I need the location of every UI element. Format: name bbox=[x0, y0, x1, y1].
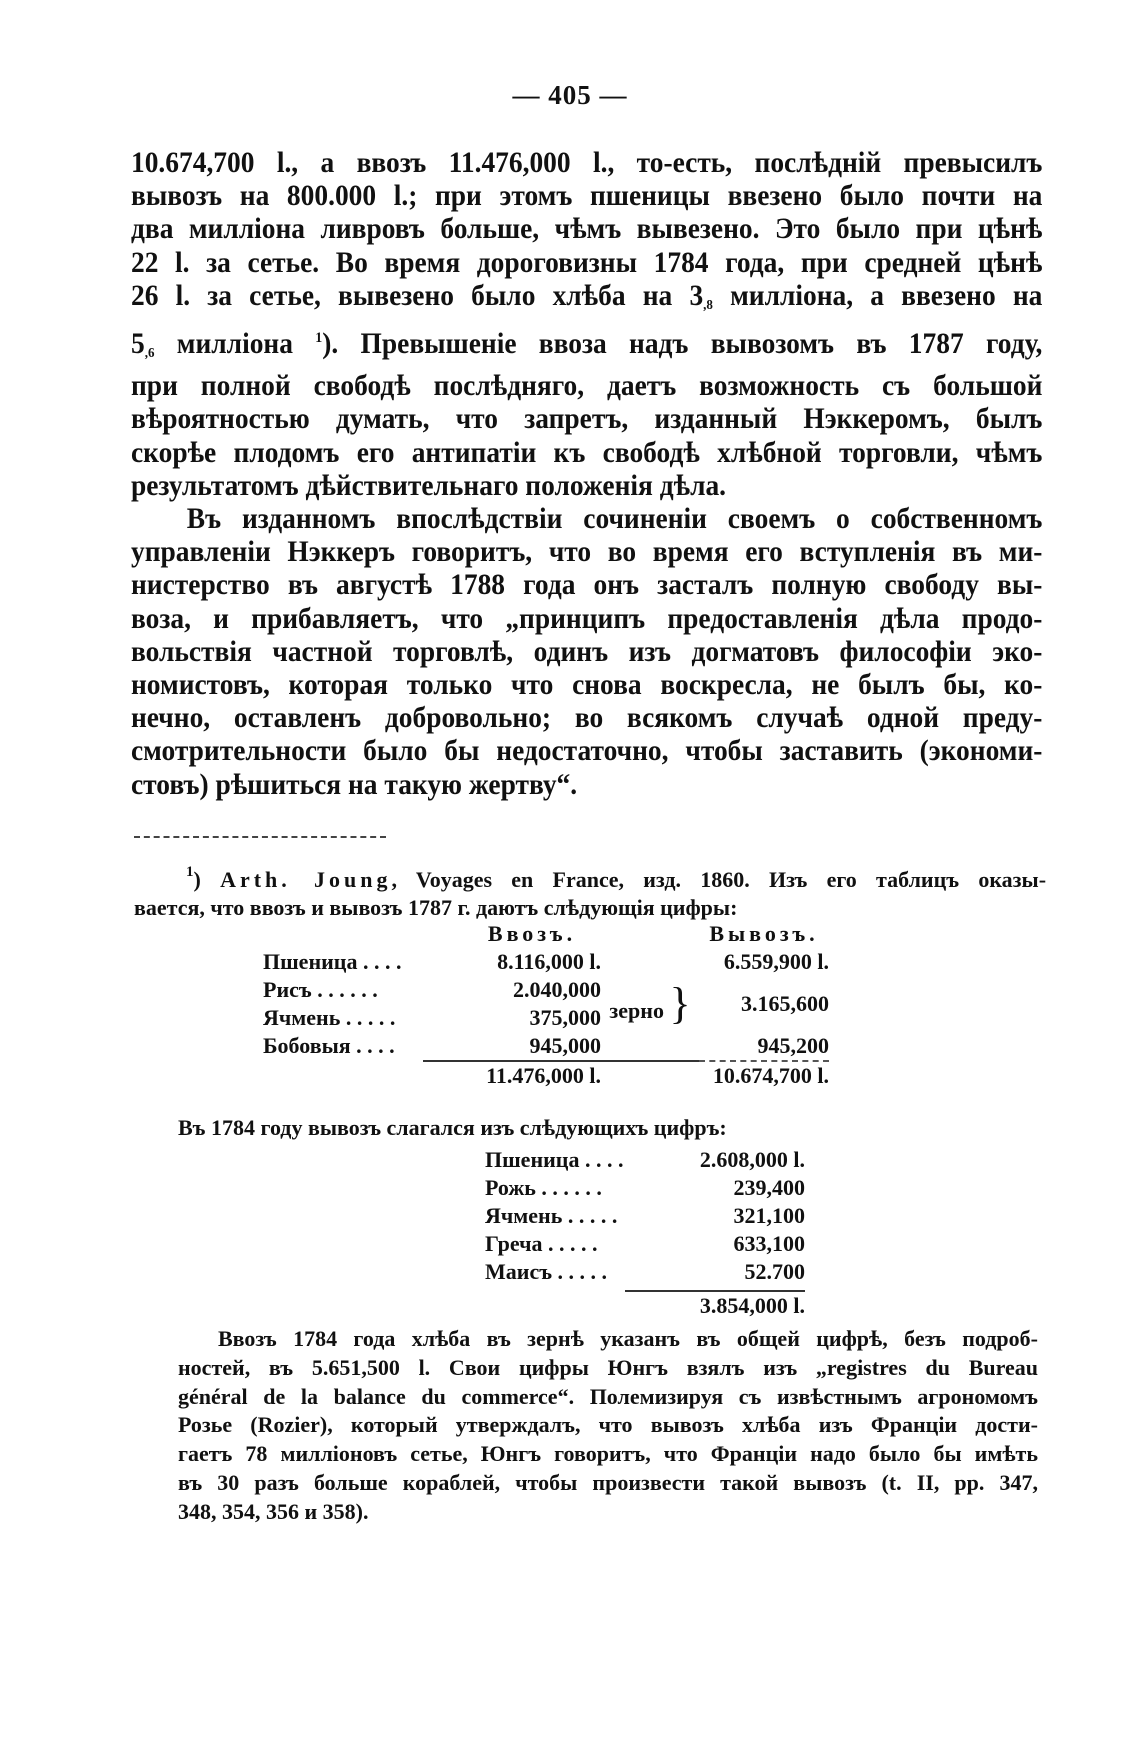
text-fragment: 26 l. за сетье, вывезено было хлѣба на 3 bbox=[131, 279, 704, 312]
totals-row bbox=[485, 1292, 805, 1320]
text-line: вывозъ на 800.000 l.; при этомъ пшеницы ввезено было почти на bbox=[131, 180, 1043, 213]
text-line: 22 l. за сетье. Во время дороговизны 1784 года, при средней цѣнѣ bbox=[131, 246, 1043, 279]
row-value: 321,100 bbox=[733, 1203, 805, 1228]
row-label: Пшеница . . . . bbox=[263, 949, 402, 974]
text-line: général de la balance du commerce“. Полемизируя съ извѣстнымъ агрономомъ bbox=[178, 1383, 1038, 1409]
text-fragment: 5 bbox=[131, 328, 145, 361]
footnote-marker: 1 bbox=[186, 864, 194, 880]
grain-group bbox=[601, 976, 699, 1032]
text-line: при полной свободѣ послѣдняго, даетъ возможность съ большой bbox=[131, 370, 1043, 403]
brace-icon: } bbox=[669, 978, 691, 1028]
totals-row bbox=[263, 1062, 829, 1090]
export-value: 945,200 bbox=[757, 1033, 829, 1058]
footnote-separator bbox=[134, 836, 386, 838]
text-line bbox=[131, 322, 1042, 370]
footnote bbox=[134, 858, 1046, 922]
import-total: 11.476,000 l. bbox=[486, 1063, 601, 1088]
table-row bbox=[485, 1146, 805, 1174]
table-1784 bbox=[485, 1146, 805, 1320]
text-line: въ 30 разъ больше кораблей, чтобы произвести такой вывозъ (t. II, pp. 347, bbox=[178, 1469, 1038, 1495]
text-line: нистерство въ августѣ 1788 года онъ засталъ полную свободу вы- bbox=[131, 569, 1043, 602]
text-line: гаетъ 78 милліоновъ сетье, Юнгъ говоритъ, что Франціи надо было бы имѣть bbox=[178, 1441, 1038, 1467]
text-fragment: милліона bbox=[154, 328, 316, 361]
import-value: 2.040,000 bbox=[513, 977, 601, 1002]
text-line: вольствія частной торговлѣ, одинъ изъ догматовъ философіи эко- bbox=[131, 635, 1043, 668]
text-line: Розье (Rozier), который утверждалъ, что вывозъ хлѣба изъ Франціи дости- bbox=[178, 1412, 1038, 1438]
export-total: 10.674,700 l. bbox=[712, 1063, 829, 1088]
row-label: Ячмень . . . . . bbox=[263, 1005, 396, 1030]
footnote-ref[interactable]: 1 bbox=[315, 330, 323, 347]
table-row bbox=[263, 1032, 829, 1060]
text-fragment: ). Превышеніе ввоза надъ вывозомъ въ 1787 году, bbox=[322, 328, 1043, 361]
text-line: смотрительности было бы недостаточно, чтобы заставить (экономи- bbox=[131, 735, 1043, 768]
table-row bbox=[263, 948, 829, 976]
row-label: Бобовыя . . . . bbox=[263, 1033, 395, 1058]
text-line: 10.674,700 l., а ввозъ 11.476,000 l., то-есть, послѣднiй превысилъ bbox=[131, 147, 1043, 179]
text-line: управленіи Нэккеръ говоритъ, что во время его вступленія въ ми- bbox=[131, 536, 1043, 569]
row-value: 633,100 bbox=[733, 1231, 805, 1256]
table-row bbox=[485, 1258, 805, 1286]
fraction: ,6 bbox=[144, 346, 155, 362]
grain-export-value: 3.165,600 bbox=[741, 991, 829, 1016]
export-value: 6.559,900 l. bbox=[723, 949, 829, 974]
table-header-row bbox=[263, 920, 829, 948]
table-row bbox=[485, 1230, 805, 1258]
row-label: Ячмень . . . . . bbox=[485, 1203, 618, 1228]
text-line: результатомъ дѣйствительнаго положенія дѣла. bbox=[131, 469, 727, 502]
page-number: — 405 — bbox=[512, 80, 628, 110]
text-line: нечно, оставленъ добровольно; во всякомъ случаѣ одной преду- bbox=[131, 702, 1043, 735]
grain-label: зерно bbox=[609, 997, 664, 1023]
text-line: 348, 354, 356 и 358). bbox=[178, 1498, 369, 1524]
column-header-import: Ввозъ. bbox=[487, 921, 577, 946]
text-line: Ввозъ 1784 года хлѣба въ зернѣ указанъ въ общей цифрѣ, безъ подроб- bbox=[218, 1326, 1038, 1351]
row-label: Маисъ . . . . . bbox=[485, 1259, 608, 1284]
text-fragment: милліона, а ввезено на bbox=[712, 279, 1043, 312]
text-line: номистовъ, которая только что снова воскресла, не былъ бы, ко- bbox=[131, 669, 1043, 702]
text-line: скорѣе плодомъ его антипатіи къ свободѣ хлѣбной торговли, чѣмъ bbox=[131, 436, 1043, 469]
footnote-line: вается, что ввозъ и вывозъ 1787 г. даютъ слѣдующія цифры: bbox=[134, 895, 738, 920]
text-line: два милліона ливровъ больше, чѣмъ вывезено. Это было при цѣнѣ bbox=[131, 213, 1043, 246]
text-line: стовъ) рѣшиться на такую жертву“. bbox=[131, 768, 578, 801]
text-fragment: , Voyages en France, изд. 1860. Изъ его таблицъ оказы- bbox=[391, 867, 1047, 892]
column-header-export: Вывозъ. bbox=[709, 921, 819, 946]
main-text bbox=[131, 147, 1042, 802]
row-label: Рожь . . . . . . bbox=[485, 1175, 602, 1200]
row-value: 239,400 bbox=[733, 1175, 805, 1200]
row-value: 52.700 bbox=[744, 1259, 805, 1284]
row-label: Греча . . . . . bbox=[485, 1231, 598, 1256]
import-value: 945,000 bbox=[529, 1033, 601, 1058]
table-row bbox=[485, 1202, 805, 1230]
fraction: ,8 bbox=[703, 297, 713, 313]
footnote-line: $^1$) Arth. Joung, Voyages en France, изд. 1860. Изъ его таблицъ оказы- bbox=[186, 864, 1047, 892]
import-value: 375,000 bbox=[529, 1005, 601, 1030]
sentence-1784: Въ 1784 году вывозъ слагался изъ слѣдующихъ цифръ: bbox=[178, 1115, 727, 1140]
text-line: воза, и прибавляетъ, что „принципъ предоставленія дѣла продо- bbox=[131, 602, 1043, 635]
table-1787 bbox=[263, 920, 829, 1090]
table-row bbox=[263, 976, 829, 1004]
text-line: вѣроятностью думать, что запретъ, изданный Нэккеромъ, былъ bbox=[131, 403, 1043, 436]
text-line bbox=[131, 280, 1042, 322]
row-label: Рисъ . . . . . . bbox=[263, 977, 378, 1002]
text-line: Въ изданномъ впослѣдствіи сочиненіи своемъ о собственномъ bbox=[186, 503, 1043, 536]
row-label: Пшеница . . . . bbox=[485, 1147, 624, 1172]
table-row bbox=[485, 1174, 805, 1202]
total-value: 3.854,000 l. bbox=[699, 1293, 805, 1318]
row-value: 2.608,000 l. bbox=[699, 1147, 805, 1172]
footnote-author: Arth. Joung bbox=[220, 867, 392, 892]
closing-paragraph bbox=[178, 1325, 1038, 1527]
import-value: 8.116,000 l. bbox=[497, 949, 601, 974]
text-line: ностей, въ 5.651,500 l. Свои цифры Юнгъ взялъ изъ „registres du Bureau bbox=[178, 1354, 1038, 1380]
